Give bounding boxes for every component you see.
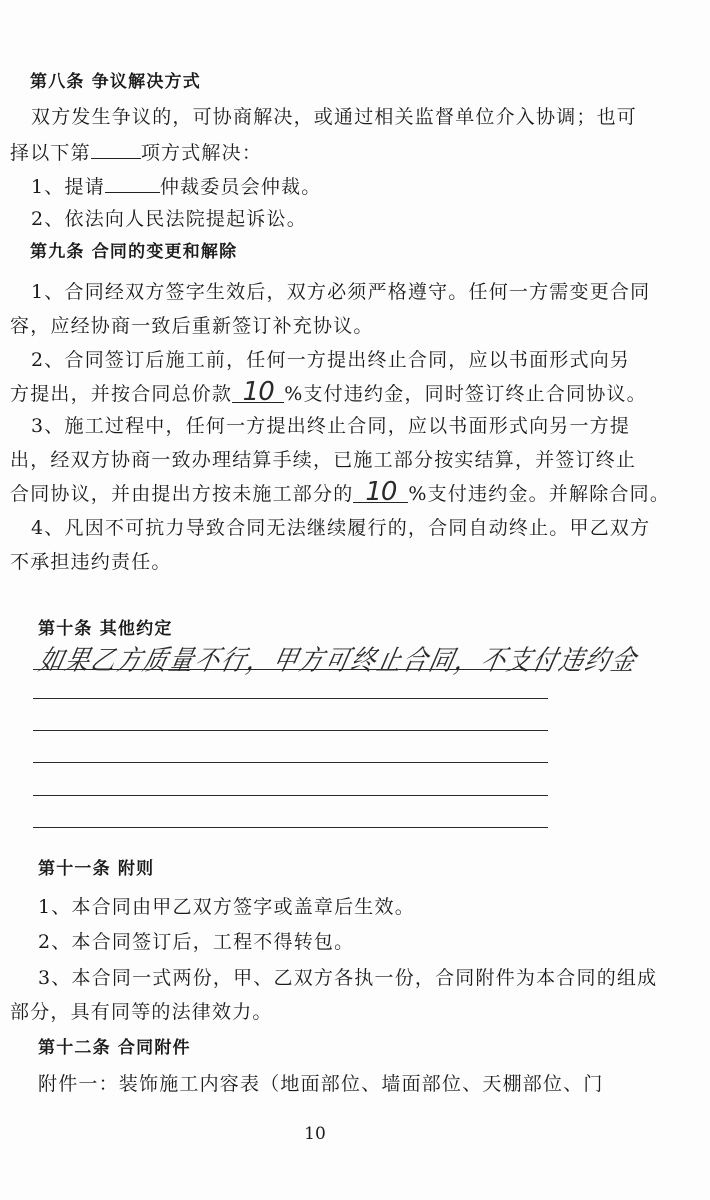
- article-9-item-3-cont: [10, 477, 671, 507]
- article-11-item-3: 3、本合同一式两份，甲、乙双方各执一份，合同附件为本合同的组成: [38, 967, 658, 989]
- page-number: 10: [304, 1124, 326, 1144]
- text-segment: 方提出，并按合同总价款: [10, 383, 233, 405]
- article-11-item-1: 1、本合同由甲乙双方签字或盖章后生效。: [38, 896, 415, 918]
- article-9-item-4-cont: 不承担违约责任。: [10, 551, 172, 573]
- ruled-line: [33, 827, 548, 828]
- handwritten-value: 10: [365, 477, 397, 507]
- article-8-item-1: [31, 174, 322, 199]
- article-11-item-3-cont: 部分，具有同等的法律效力。: [10, 1001, 273, 1023]
- text-segment: %支付违约金，同时签订终止合同协议。: [284, 383, 647, 405]
- text-segment: 合同协议，并由提出方按未施工部分的: [10, 483, 354, 505]
- article-9-title: 第九条 合同的变更和解除: [30, 242, 238, 262]
- article-8-item-2: 2、依法向人民法院提起诉讼。: [31, 208, 307, 230]
- article-9-item-2: 2、合同签订后施工前，任何一方提出终止合同，应以书面形式向另: [31, 349, 631, 371]
- article-11-title: 第十一条 附则: [38, 859, 155, 879]
- attachment-1: 附件一：装饰施工内容表（地面部位、墙面部位、天棚部位、门: [38, 1073, 604, 1095]
- article-9-item-1-cont: 容，应经协商一致后重新签订补充协议。: [10, 315, 374, 337]
- ruled-line: [33, 762, 548, 763]
- article-8-paragraph-line: [10, 140, 262, 165]
- article-12-title: 第十二条 合同附件: [38, 1038, 191, 1058]
- handwritten-percent-fill: [353, 477, 408, 507]
- article-9-item-4: 4、凡因不可抗力导致合同无法继续履行的，合同自动终止。甲乙双方: [31, 517, 651, 539]
- article-9-item-1: 1、合同经双方签字生效后，双方必须严格遵守。任何一方需变更合同: [31, 281, 651, 303]
- text-segment: 仲裁委员会仲裁。: [159, 176, 322, 198]
- ruled-line: [33, 698, 548, 699]
- text-segment: %支付违约金。并解除合同。: [408, 483, 671, 505]
- ruled-line: [33, 669, 548, 670]
- text-segment: 项方式解决：: [140, 142, 263, 164]
- article-10-title: 第十条 其他约定: [38, 619, 173, 639]
- article-9-item-3-cont: 出，经双方协商一致办理结算手续，已施工部分按实结算，并签订终止: [10, 449, 637, 471]
- text-segment: 1、提请: [31, 176, 105, 198]
- handwritten-value: 10: [242, 377, 274, 407]
- ruled-line: [33, 730, 548, 731]
- article-9-item-3: 3、施工过程中，任何一方提出终止合同，应以书面形式向另一方提: [31, 415, 631, 437]
- text-segment: 择以下第: [10, 142, 91, 164]
- article-8-paragraph-line: 双方发生争议的，可协商解决，或通过相关监督单位介入协调；也可: [31, 106, 638, 128]
- blank-line: [105, 174, 160, 193]
- handwritten-text: 如果乙方质量不行，甲方可终止合同，不支付违约金: [35, 644, 641, 677]
- handwritten-percent-fill: [232, 377, 284, 407]
- ruled-line: [33, 795, 548, 796]
- article-8-title: 第八条 争议解决方式: [30, 72, 201, 92]
- blank-line: [91, 140, 141, 159]
- article-9-item-2-cont: [10, 377, 647, 407]
- article-11-item-2: 2、本合同签订后，工程不得转包。: [38, 931, 355, 953]
